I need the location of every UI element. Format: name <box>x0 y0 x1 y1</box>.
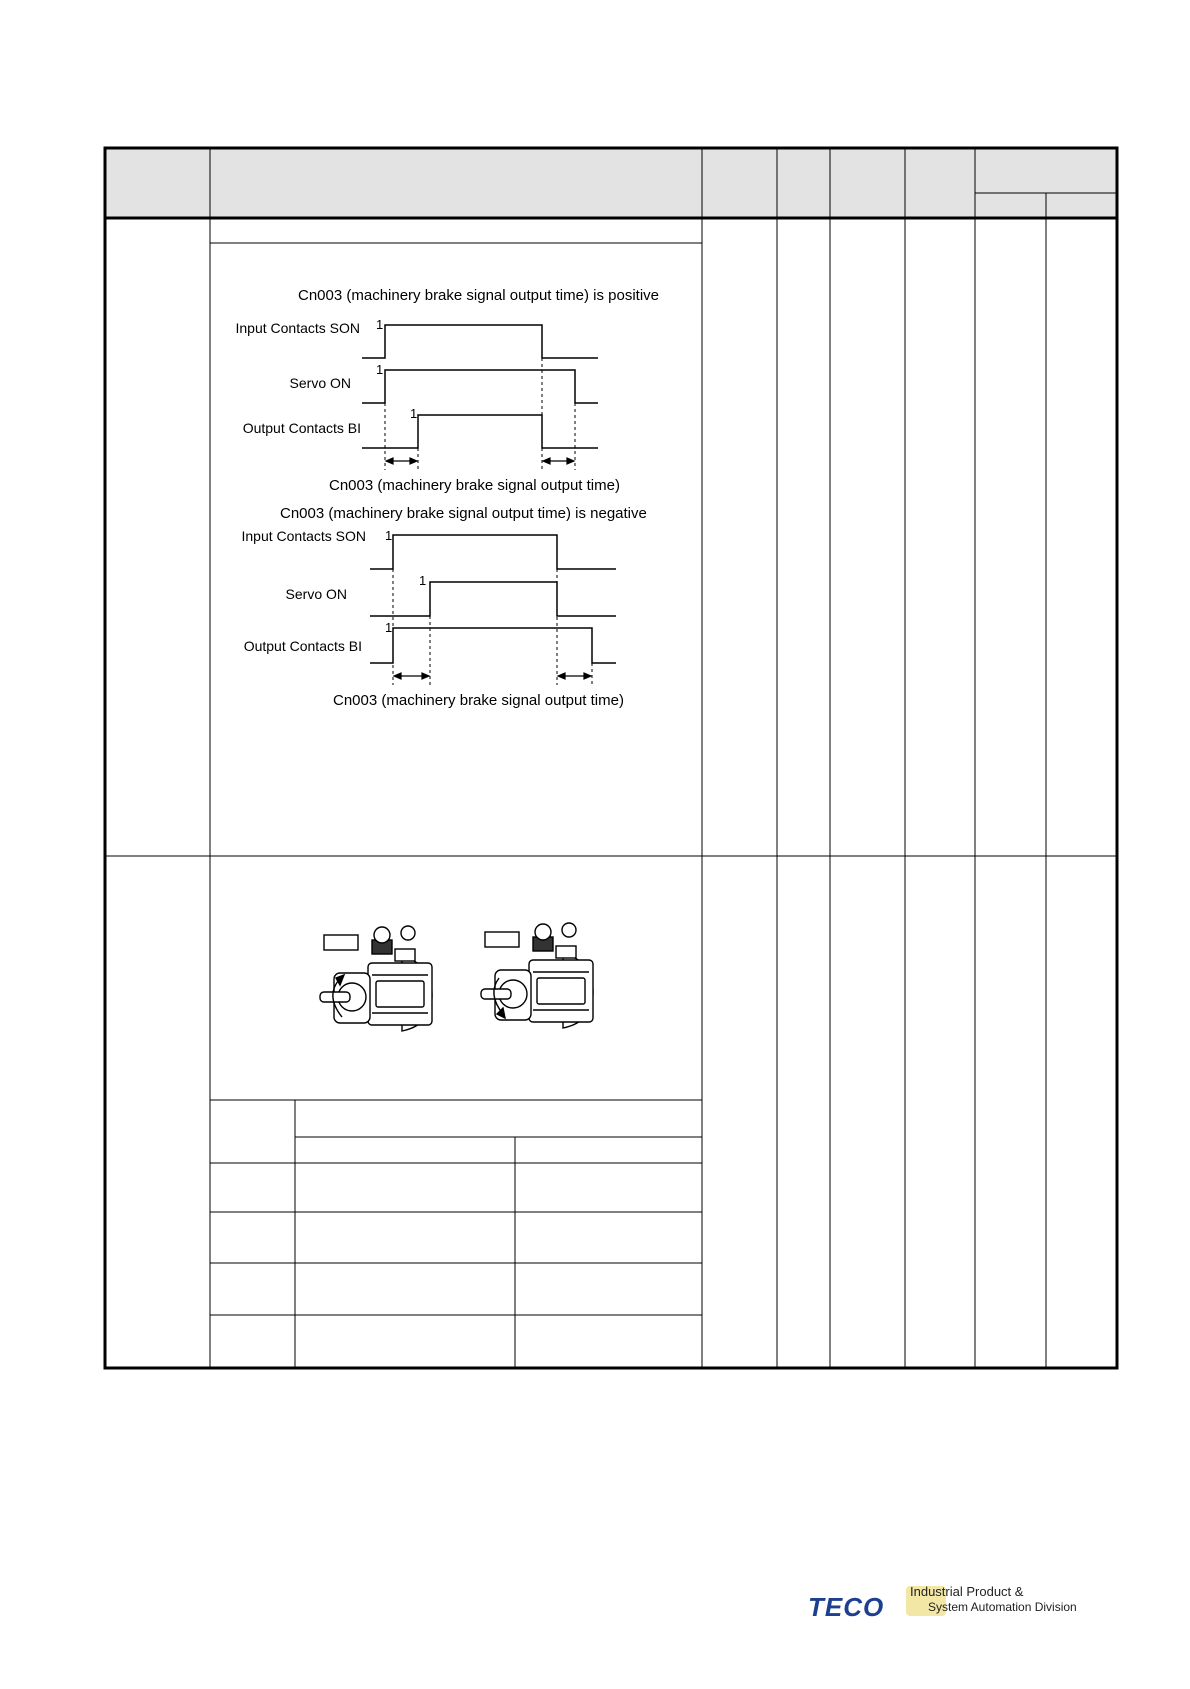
division-name-line2: System Automation Division <box>928 1600 1077 1614</box>
positive-waveform-bi <box>362 415 598 448</box>
negative-label-bi: Output Contacts BI <box>243 638 362 654</box>
table-header-background <box>105 148 1117 218</box>
negative-label-son: Input Contacts SON <box>241 528 366 544</box>
positive-interval-arrows <box>386 458 574 464</box>
motor-illustration-left <box>320 926 432 1031</box>
teco-logo: TECO <box>808 1592 885 1622</box>
positive-marker-bi: 1 <box>410 406 418 421</box>
negative-waveform-bi <box>370 628 616 663</box>
motor-right-label-box <box>485 932 519 947</box>
negative-marker-bi: 1 <box>385 620 393 635</box>
positive-waveform-son <box>362 325 598 358</box>
footer <box>808 1584 1108 1624</box>
negative-label-servo-on: Servo ON <box>285 586 347 602</box>
positive-caption: Cn003 (machinery brake signal output time) <box>329 477 620 494</box>
timing-diagram-positive <box>235 287 659 494</box>
negative-interval-arrows <box>394 673 591 679</box>
positive-marker-son: 1 <box>376 317 384 332</box>
negative-title: Cn003 (machinery brake signal output time) is negative <box>280 505 647 522</box>
motor-illustration-right <box>481 923 593 1028</box>
motor-left-label-box <box>324 935 358 950</box>
positive-marker-servo-on: 1 <box>376 362 384 377</box>
negative-marker-son: 1 <box>385 528 393 543</box>
positive-waveform-servo-on <box>362 370 598 403</box>
negative-waveform-son <box>370 535 616 569</box>
negative-marker-servo-on: 1 <box>419 573 427 588</box>
negative-caption: Cn003 (machinery brake signal output time) <box>333 692 624 709</box>
timing-diagram-negative <box>241 505 646 709</box>
negative-waveform-servo-on <box>370 582 616 616</box>
positive-title: Cn003 (machinery brake signal output time) is positive <box>298 287 660 304</box>
positive-label-servo-on: Servo ON <box>289 375 351 391</box>
positive-label-bi: Output Contacts BI <box>242 420 361 436</box>
division-name-line1: Industrial Product & <box>910 1584 1024 1599</box>
positive-label-son: Input Contacts SON <box>235 320 360 336</box>
